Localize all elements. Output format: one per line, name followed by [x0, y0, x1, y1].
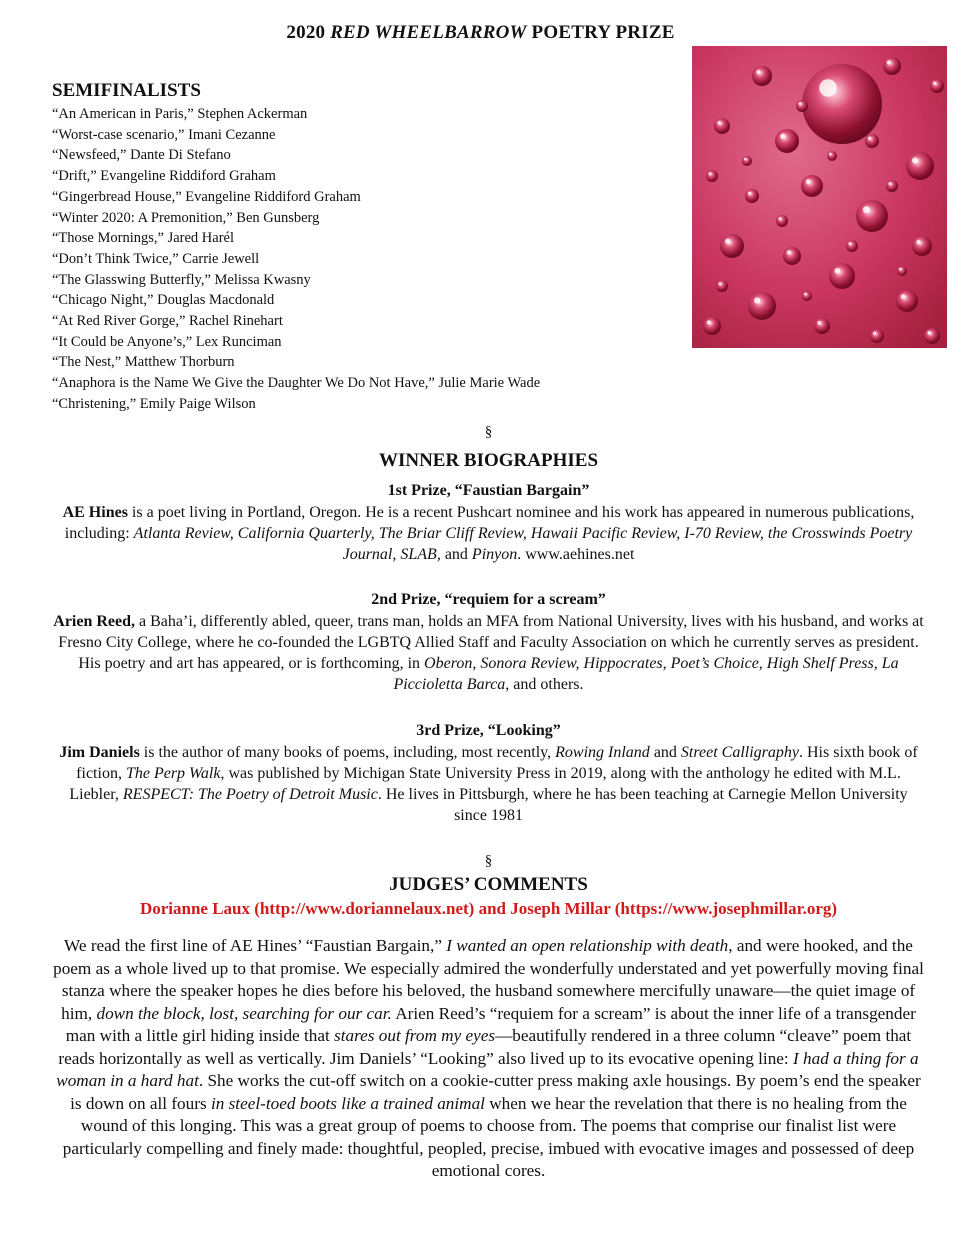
bio-text: and: [649, 744, 681, 761]
water-droplet: [814, 318, 830, 334]
biographies-heading: WINNER BIOGRAPHIES: [378, 450, 599, 471]
droplet-highlight: [756, 70, 760, 74]
droplet-highlight: [901, 294, 906, 299]
water-droplet: [714, 118, 730, 134]
droplet-highlight: [779, 217, 782, 220]
water-droplet: [775, 129, 799, 153]
first-prize-title: 1st Prize, “Faustian Bargain”: [387, 482, 590, 499]
semifinalist-item: “It Could be Anyone’s,” Lex Runciman: [52, 333, 282, 350]
droplet-highlight: [806, 179, 811, 184]
semifinalist-item: “Chicago Night,” Douglas Macdonald: [52, 292, 275, 309]
water-droplet: [783, 247, 801, 265]
droplet-highlight: [916, 240, 920, 244]
droplet-highlight: [829, 153, 831, 155]
bio-italic: Atlanta Review, California Quarterly, The Briar Cliff Review, Hawaii Pacific Review, I-70 Review, the Crosswinds Poetry Journal, SLAB,: [133, 525, 913, 563]
water-droplet: [801, 175, 823, 197]
water-droplet: [796, 100, 808, 112]
comment-text: . She works the cut-off switch on a cookie-cutter press making axle housings. By poem’s end the speaker is down on all fours: [70, 1071, 921, 1113]
water-droplet: [856, 200, 888, 232]
water-droplet: [802, 64, 882, 144]
water-droplet: [776, 215, 788, 227]
water-droplet: [706, 170, 718, 182]
droplet-highlight: [899, 268, 901, 270]
droplet-highlight: [933, 82, 936, 85]
droplet-highlight: [799, 102, 802, 105]
droplet-highlight: [912, 157, 918, 163]
second-prize-bio: [52, 611, 925, 695]
page-title: [0, 22, 961, 44]
title-rest: POETRY PRIZE: [531, 22, 675, 43]
semifinalist-item: “Anaphora is the Name We Give the Daughter We Do Not Have,” Julie Marie Wade: [52, 375, 541, 392]
droplet-highlight: [780, 134, 785, 139]
comment-text: , and were hooked, and the poem as a whole lived up to that promise. We especially admired the wonderfully understated and yet powerfully moving final stanza where the speaker hopes he dies before his beloved, the husband somewhere mercifully unaware—the quiet image of him,: [53, 936, 924, 1023]
comment-quote: in steel-toed boots like a trained animal: [210, 1093, 485, 1113]
semifinalist-item: “The Glasswing Butterfly,” Melissa Kwasny: [52, 271, 311, 288]
bio-italic: Rowing Inland: [555, 744, 650, 761]
droplet-highlight: [927, 331, 931, 335]
water-droplet: [846, 240, 858, 252]
first-prize-name: AE Hines: [62, 504, 128, 521]
water-droplet: [742, 156, 752, 166]
semifinalist-item: “Gingerbread House,” Evangeline Riddiford Graham: [52, 188, 361, 205]
title-journal: RED WHEELBARROW: [330, 22, 527, 43]
semifinalist-item: “Those Mornings,” Jared Harél: [52, 230, 234, 247]
droplet-highlight: [887, 60, 891, 64]
bio-italic: Pinyon: [471, 546, 518, 563]
semifinalist-item: “Drift,” Evangeline Riddiford Graham: [52, 168, 276, 185]
bio-italic: Street Calligraphy: [680, 744, 799, 761]
droplet-highlight: [725, 239, 730, 244]
judges-names-line: Dorianne Laux (http://www.doriannelaux.net) and Joseph Millar (https://www.josephmillar.org): [139, 899, 838, 918]
bio-text: , was published by Michigan State University Press in 2019, along with the anthology he edited with M.L. Liebler,: [69, 765, 901, 803]
bio-italic: Oberon, Sonora Review, Hippocrates, Poet’s Choice, High Shelf Press, La Piccioletta Barca: [393, 655, 899, 693]
water-droplet: [827, 151, 837, 161]
comment-quote: stares out from my eyes: [334, 1026, 496, 1045]
water-droplet: [906, 152, 934, 180]
droplet-highlight: [819, 79, 837, 97]
first-prize-bio: [52, 502, 925, 565]
droplet-highlight: [868, 137, 871, 140]
water-droplet: [703, 317, 721, 335]
semifinalists-list: [52, 104, 540, 415]
droplet-highlight: [717, 121, 721, 125]
section-mark-2: §: [484, 853, 493, 869]
water-droplet: [802, 291, 812, 301]
droplet-highlight: [748, 192, 751, 195]
water-droplet: [930, 79, 944, 93]
water-droplet: [865, 134, 879, 148]
semifinalist-item: “Newsfeed,” Dante Di Stefano: [52, 147, 231, 164]
comment-quote: down the block, lost, searching for our car.: [96, 1003, 392, 1023]
water-droplets-photo: [692, 46, 947, 348]
comment-text: Arien Reed’s “requiem for a scream” is about the inner life of a transgender man with a little girl hiding inside that: [65, 1003, 916, 1045]
bio-text: and: [440, 546, 472, 563]
droplet-highlight: [817, 321, 821, 325]
semifinalist-item: “The Nest,” Matthew Thorburn: [52, 354, 235, 371]
semifinalist-item: “Worst-case scenario,” Imani Cezanne: [52, 126, 276, 143]
water-droplet: [829, 263, 855, 289]
third-prize-name: Jim Daniels: [59, 744, 140, 761]
water-droplet: [886, 180, 898, 192]
droplet-highlight: [863, 206, 870, 213]
bio-text: . He lives in Pittsburgh, where he has been teaching at Carnegie Mellon University since 1981: [377, 786, 908, 824]
droplet-highlight: [804, 293, 806, 295]
bio-text: is a poet living in Portland, Oregon. He is a recent Pushcart nominee and his work has appeared in numerous publications, including:: [64, 504, 915, 542]
bio-text: . His sixth book of fiction,: [76, 744, 918, 782]
semifinalists-heading: SEMIFINALISTS: [52, 80, 201, 101]
title-year: 2020: [286, 22, 326, 43]
water-droplet: [896, 290, 918, 312]
semifinalist-item: “An American in Paris,” Stephen Ackerman: [52, 106, 308, 122]
judges-heading: JUDGES’ COMMENTS: [389, 874, 588, 895]
droplet-highlight: [873, 332, 876, 335]
third-prize-title: 3rd Prize, “Looking”: [416, 722, 561, 739]
comment-quote: I had a thing for a woman in a hard hat: [56, 1048, 919, 1090]
water-droplet: [924, 328, 940, 344]
droplet-highlight: [707, 320, 711, 324]
water-droplet: [912, 236, 932, 256]
semifinalist-item: “Winter 2020: A Premonition,” Ben Gunsberg: [52, 209, 320, 226]
droplet-highlight: [835, 268, 841, 274]
bio-text: , and others.: [505, 676, 584, 693]
bio-text: a Baha’i, differently abled, queer, trans man, holds an MFA from National University, lives with his husband, and works at Fresno City College, where he co-founded the LGBTQ Allied Staff and Faculty Association on which he currently serves as president. His poetry and art has appeared, or is forthcoming, in: [58, 613, 924, 672]
water-droplet: [752, 66, 772, 86]
comment-text: —beautifully rendered in a three column “cleave” poem that reads horizontally as well as vertically. Jim Daniels’ “Looking” also lived up to its evocative opening line:: [58, 1026, 912, 1068]
water-droplet: [716, 280, 728, 292]
droplet-highlight: [787, 250, 791, 254]
semifinalist-item: “Don’t Think Twice,” Carrie Jewell: [52, 250, 260, 267]
droplet-highlight: [849, 242, 852, 245]
bio-italic: RESPECT: The Poetry of Detroit Music: [122, 786, 378, 803]
semifinalist-item: “At Red River Gorge,” Rachel Rinehart: [52, 313, 283, 330]
water-droplet: [745, 189, 759, 203]
water-droplet: [720, 234, 744, 258]
bio-text: is the author of many books of poems, including, most recently,: [139, 744, 556, 761]
second-prize-title: 2nd Prize, “requiem for a scream”: [371, 591, 606, 608]
semifinalist-item: “Christening,” Emily Paige Wilson: [52, 395, 256, 412]
third-prize-bio: [52, 742, 925, 826]
comment-quote: I wanted an open relationship with death: [446, 936, 729, 955]
droplet-highlight: [889, 182, 892, 185]
water-droplet: [748, 292, 776, 320]
second-prize-name: Arien Reed,: [53, 613, 136, 630]
comment-text: when we hear the revelation that there is no healing from the wound of this longing. This was a great group of poems to choose from. The poems that comprise our finalist list were particularly compelling and finely made: thoughtful, peopled, precise, imbued with evocative images and possessed of deep emotional cores.: [62, 1093, 915, 1180]
comment-text: We read the first line of AE Hines’ “Faustian Bargain,”: [64, 936, 447, 955]
droplet-highlight: [744, 158, 746, 160]
droplet-highlight: [709, 172, 712, 175]
judges-comments: [52, 935, 925, 1183]
water-droplet: [870, 329, 884, 343]
droplet-highlight: [719, 282, 722, 285]
droplet-highlight: [754, 297, 760, 303]
water-droplet: [883, 57, 901, 75]
section-mark-1: §: [484, 424, 493, 440]
bio-italic: The Perp Walk: [125, 765, 221, 782]
bio-text: . www.aehines.net: [517, 546, 635, 563]
water-droplet: [897, 266, 907, 276]
